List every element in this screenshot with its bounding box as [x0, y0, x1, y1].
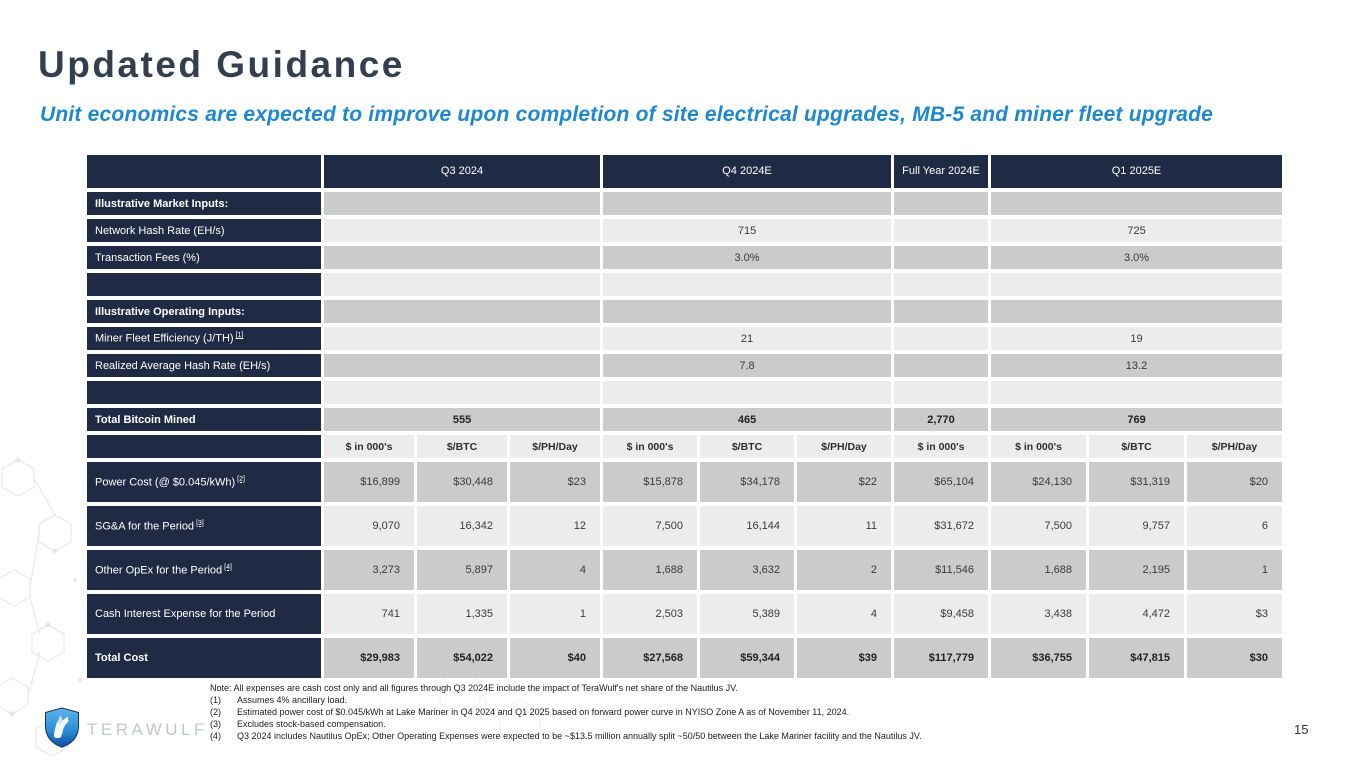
table-cell: $20 [1187, 462, 1282, 502]
footnote-number: (3) [210, 719, 221, 729]
row-label-empty [87, 273, 321, 296]
table-cell [894, 192, 988, 215]
row-label: Total Bitcoin Mined [87, 408, 321, 431]
row-label-empty [87, 381, 321, 404]
row-label-empty [87, 435, 321, 458]
column-header: Full Year 2024E [894, 155, 988, 188]
footnote-number: (2) [210, 707, 221, 717]
row-label: SG&A for the Period [3] [87, 506, 321, 546]
page-number: 15 [1294, 722, 1309, 737]
row-label: Miner Fleet Efficiency (J/TH) [1] [87, 327, 321, 350]
table-cell: 1,335 [417, 594, 507, 634]
row-label: Illustrative Market Inputs: [87, 192, 321, 215]
table-cell: 2,503 [603, 594, 697, 634]
footnote-item [210, 718, 1285, 730]
table-row [87, 192, 1282, 215]
table-cell: 6 [1187, 506, 1282, 546]
table-cell: 1,688 [603, 550, 697, 590]
unit-subheader-cell: $/PH/Day [797, 435, 891, 458]
footnote-item [210, 730, 1285, 742]
footnote-text: Excludes stock-based compensation. [237, 719, 386, 729]
table-row [87, 273, 1282, 296]
slide-title: Updated Guidance [38, 44, 405, 85]
table-cell: 725 [991, 219, 1282, 242]
table-cell: $27,568 [603, 638, 697, 678]
table-cell: 16,144 [700, 506, 794, 546]
table-cell [894, 381, 988, 404]
table-cell: 16,342 [417, 506, 507, 546]
table-cell [603, 381, 891, 404]
table-row [87, 550, 1282, 590]
table-cell: $3 [1187, 594, 1282, 634]
table-cell: $65,104 [894, 462, 988, 502]
table-row [87, 638, 1282, 678]
table-cell: $39 [797, 638, 891, 678]
table-row [87, 354, 1282, 377]
footnote-marker: [1] [235, 332, 244, 340]
table-cell [603, 192, 891, 215]
table-cell: 1,688 [991, 550, 1086, 590]
row-label: Network Hash Rate (EH/s) [87, 219, 321, 242]
footnote-text: Estimated power cost of $0.045/kWh at Lake Mariner in Q4 2024 and Q1 2025 based on forward power curve in NYISO Zone A as of November 11, 2024. [237, 707, 850, 717]
table-cell [894, 273, 988, 296]
table-cell: $22 [797, 462, 891, 502]
table-cell: 741 [324, 594, 414, 634]
table-row [87, 246, 1282, 269]
unit-subheader-cell: $ in 000's [603, 435, 697, 458]
footnote-marker: [4] [224, 563, 232, 571]
unit-subheader-cell: $/PH/Day [510, 435, 600, 458]
table-cell: 2 [797, 550, 891, 590]
table-cell [991, 300, 1282, 323]
unit-subheader-cell: $ in 000's [324, 435, 414, 458]
table-cell: $117,779 [894, 638, 988, 678]
table-cell: $59,344 [700, 638, 794, 678]
table-cell: 3,632 [700, 550, 794, 590]
table-row [87, 408, 1282, 431]
guidance-table [84, 151, 1285, 682]
table-cell: $24,130 [991, 462, 1086, 502]
table-cell: $54,022 [417, 638, 507, 678]
table-cell: $47,815 [1089, 638, 1184, 678]
table-cell [324, 192, 600, 215]
table-row [87, 462, 1282, 502]
footnotes [210, 682, 1285, 742]
unit-subheader-cell: $/PH/Day [1187, 435, 1282, 458]
table-cell: 2,770 [894, 408, 988, 431]
table-cell: 19 [991, 327, 1282, 350]
table-cell [894, 246, 988, 269]
table-cell: 3,438 [991, 594, 1086, 634]
table-cell: $30,448 [417, 462, 507, 502]
table-cell: $15,878 [603, 462, 697, 502]
table-row [87, 300, 1282, 323]
footnote-marker: [3] [196, 519, 204, 527]
unit-subheader-cell: $/BTC [417, 435, 507, 458]
table-cell [991, 273, 1282, 296]
row-label: Total Cost [87, 638, 321, 678]
footnote-item [210, 706, 1285, 718]
table-cell: 7,500 [991, 506, 1086, 546]
table-cell [324, 327, 600, 350]
table-cell: 5,897 [417, 550, 507, 590]
table-cell: $40 [510, 638, 600, 678]
table-cell: 9,757 [1089, 506, 1184, 546]
column-header: Q1 2025E [991, 155, 1282, 188]
row-label: Power Cost (@ $0.045/kWh) [2] [87, 462, 321, 502]
table-cell: 5,389 [700, 594, 794, 634]
table-cell: 715 [603, 219, 891, 242]
table-cell: 21 [603, 327, 891, 350]
table-cell [603, 300, 891, 323]
footnote-number: (1) [210, 695, 221, 705]
table-cell: $31,319 [1089, 462, 1184, 502]
table-cell [894, 300, 988, 323]
row-label: Other OpEx for the Period [4] [87, 550, 321, 590]
table-corner-cell [87, 155, 321, 188]
terawulf-wordmark: TERAWULF [87, 719, 208, 739]
table-cell [324, 219, 600, 242]
table-cell: 7.8 [603, 354, 891, 377]
table-row [87, 506, 1282, 546]
unit-subheader-cell: $ in 000's [991, 435, 1086, 458]
footnote-item [210, 694, 1285, 706]
row-label: Illustrative Operating Inputs: [87, 300, 321, 323]
row-label: Cash Interest Expense for the Period [87, 594, 321, 634]
table-cell: 13.2 [991, 354, 1282, 377]
table-cell [324, 246, 600, 269]
table-cell: 12 [510, 506, 600, 546]
column-header: Q3 2024 [324, 155, 600, 188]
table-row [87, 594, 1282, 634]
terawulf-shield-wolf-icon [44, 707, 80, 748]
table-cell: $34,178 [700, 462, 794, 502]
table-cell: $31,672 [894, 506, 988, 546]
table-cell: 9,070 [324, 506, 414, 546]
table-cell: 1 [510, 594, 600, 634]
table-cell: $16,899 [324, 462, 414, 502]
table-cell: 4,472 [1089, 594, 1184, 634]
table-cell: 3.0% [991, 246, 1282, 269]
table-row [87, 435, 1282, 458]
table-cell: 1 [1187, 550, 1282, 590]
footnote-number: (4) [210, 731, 221, 741]
table-cell: 3.0% [603, 246, 891, 269]
footnote-text: Q3 2024 includes Nautilus OpEx; Other Operating Expenses were expected to be ~$13.5 million annually split ~50/50 between the Lake Mariner facility and the Nautilus JV. [237, 731, 922, 741]
table-row [87, 327, 1282, 350]
table-cell [991, 192, 1282, 215]
unit-subheader-cell: $/BTC [700, 435, 794, 458]
table-cell [894, 327, 988, 350]
table-cell: 3,273 [324, 550, 414, 590]
table-cell [324, 300, 600, 323]
table-cell: $23 [510, 462, 600, 502]
table-cell: $36,755 [991, 638, 1086, 678]
table-cell: 4 [797, 594, 891, 634]
footnote-text: Assumes 4% ancillary load. [237, 695, 348, 705]
row-label: Realized Average Hash Rate (EH/s) [87, 354, 321, 377]
table-row [87, 381, 1282, 404]
table-cell [991, 381, 1282, 404]
table-cell [603, 273, 891, 296]
table-cell: 4 [510, 550, 600, 590]
table-cell: 769 [991, 408, 1282, 431]
unit-subheader-cell: $/BTC [1089, 435, 1184, 458]
table-cell: $9,458 [894, 594, 988, 634]
footnote-note: Note: All expenses are cash cost only and all figures through Q3 2024E include the impact of TeraWulf's net share of the Nautilus JV. [210, 683, 738, 693]
table-cell [894, 219, 988, 242]
table-cell: 11 [797, 506, 891, 546]
table-cell: $11,546 [894, 550, 988, 590]
column-header: Q4 2024E [603, 155, 891, 188]
slide-subtitle: Unit economics are expected to improve upon completion of site electrical upgrades, MB-5 and miner fleet upgrade [40, 103, 1213, 126]
footnote-marker: [2] [237, 475, 245, 483]
unit-subheader-cell: $ in 000's [894, 435, 988, 458]
table-row [87, 219, 1282, 242]
table-cell: 465 [603, 408, 891, 431]
table-cell [894, 354, 988, 377]
table-cell [324, 354, 600, 377]
row-label: Transaction Fees (%) [87, 246, 321, 269]
table-cell: $30 [1187, 638, 1282, 678]
table-cell: $29,983 [324, 638, 414, 678]
table-cell: 2,195 [1089, 550, 1184, 590]
table-cell [324, 381, 600, 404]
terawulf-logo [44, 707, 208, 748]
table-header-row [87, 155, 1282, 188]
table-cell: 555 [324, 408, 600, 431]
table-cell: 7,500 [603, 506, 697, 546]
table-cell [324, 273, 600, 296]
